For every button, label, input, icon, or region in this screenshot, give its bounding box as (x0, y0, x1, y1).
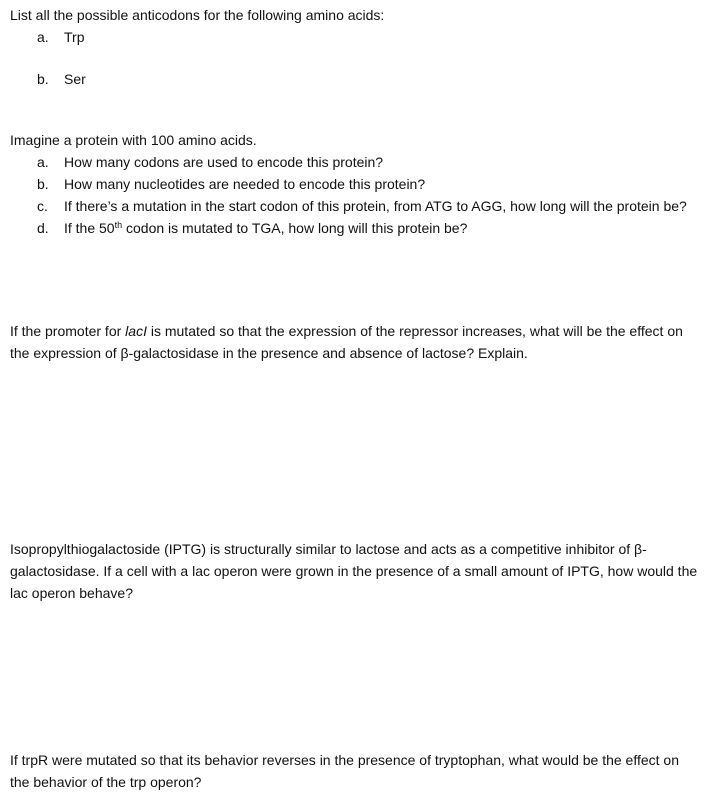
question-text: Isopropylthiogalactoside (IPTG) is structurally similar to lactose and acts as a competitive inhibitor of β-galactosidase. If a cell with a lac operon were grown in the presence of a small amount of IPTG, how would the lac operon behave? (10, 541, 698, 601)
question-trpr (10, 749, 700, 793)
question-protein (10, 129, 700, 239)
list-marker: a. (37, 154, 49, 170)
text-segment: If the 50 (64, 220, 115, 236)
list-item (10, 151, 700, 173)
list-item-text: How many nucleotides are needed to encode this protein? (64, 176, 426, 192)
question-laci-promoter (10, 320, 700, 364)
list-item (10, 68, 700, 90)
list-marker: c. (37, 198, 48, 214)
list-item (10, 26, 700, 48)
list-marker: d. (37, 220, 49, 236)
list-item (10, 195, 700, 217)
list-item-text (64, 220, 467, 236)
list-marker: b. (37, 71, 49, 87)
text-segment: is mutated so that the expression of the repressor increases, what will be the effect on the expression of β-galactosidase in the presence and absence of lactose? Explain. (10, 323, 683, 361)
sub-question-list (10, 151, 700, 239)
question-stem: Imagine a protein with 100 amino acids. (10, 132, 257, 148)
text-segment: codon is mutated to TGA, how long will this protein be? (122, 220, 468, 236)
superscript: th (114, 220, 123, 230)
list-item-text: Trp (64, 29, 85, 45)
list-marker: a. (37, 29, 49, 45)
list-item-text: If there’s a mutation in the start codon of this protein, from ATG to AGG, how long will the protein be? (64, 198, 687, 214)
list-item (10, 173, 700, 195)
gene-name-italic: lacI (125, 323, 147, 339)
text-segment: If the promoter for (10, 323, 126, 339)
question-iptg (10, 538, 700, 604)
question-text: If trpR were mutated so that its behavior reverses in the presence of tryptophan, what would be the effect on the behavior of the trp operon? (10, 752, 680, 790)
question-stem: List all the possible anticodons for the following amino acids: (10, 7, 385, 23)
list-item-text: Ser (64, 71, 86, 87)
list-marker: b. (37, 176, 49, 192)
question-text (10, 320, 700, 364)
list-item-text: How many codons are used to encode this protein? (64, 154, 384, 170)
sub-question-list (10, 26, 700, 90)
question-anticodons (10, 4, 700, 90)
list-item (10, 217, 700, 239)
